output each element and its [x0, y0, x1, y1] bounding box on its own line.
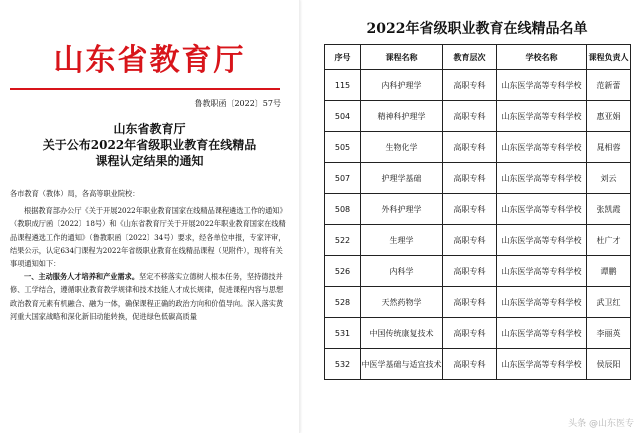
table-header-row — [325, 45, 631, 70]
cell-education-level: 高职专科 — [443, 101, 497, 132]
table-row — [325, 70, 631, 101]
paragraph-2-body: 坚定不移落实立德树人根本任务，坚持德技并修、工学结合，遵循职业教育教学规律和技术技能人才成长规律，促进课程内容与思想政治教育元素有机融合、融为一体，确保课程正确的政治方向和价值导向。深入落实黄河重大国家战略和深化新旧动能转换，促进绿色低碳高质量 — [10, 272, 284, 321]
cell-index: 505 — [325, 132, 361, 163]
cell-education-level: 高职专科 — [443, 70, 497, 101]
cell-school-name: 山东医学高等专科学校 — [497, 225, 587, 256]
table-row — [325, 101, 631, 132]
red-divider — [10, 88, 280, 90]
notice-title-line-3: 课程认定结果的通知 — [95, 154, 204, 168]
cell-index: 508 — [325, 194, 361, 225]
department-header: 山东省教育厅 — [53, 43, 246, 78]
cell-index: 531 — [325, 318, 361, 349]
notice-body — [10, 187, 289, 323]
cell-school-name: 山东医学高等专科学校 — [497, 101, 587, 132]
cell-education-level: 高职专科 — [443, 163, 497, 194]
document-number: 鲁教职函〔2022〕57号 — [194, 99, 281, 108]
cell-school-name: 山东医学高等专科学校 — [497, 163, 587, 194]
cell-education-level: 高职专科 — [443, 349, 497, 380]
cell-index: 526 — [325, 256, 361, 287]
course-table — [324, 44, 631, 380]
cell-index: 504 — [325, 101, 361, 132]
course-list-page — [314, 0, 640, 433]
cell-education-level: 高职专科 — [443, 225, 497, 256]
header-course-leader: 课程负责人 — [587, 45, 631, 70]
cell-course-name: 生理学 — [361, 225, 443, 256]
table-row — [325, 287, 631, 318]
cell-school-name: 山东医学高等专科学校 — [497, 349, 587, 380]
notice-document — [0, 0, 300, 433]
cell-course-leader: 范新蕾 — [587, 70, 631, 101]
table-row — [325, 349, 631, 380]
notice-title-line-1: 山东省教育厅 — [113, 122, 186, 136]
cell-index: 507 — [325, 163, 361, 194]
cell-course-name: 天然药物学 — [361, 287, 443, 318]
cell-course-name: 内科学 — [361, 256, 443, 287]
cell-course-name: 内科护理学 — [361, 70, 443, 101]
cell-education-level: 高职专科 — [443, 318, 497, 349]
header-index: 序号 — [325, 45, 361, 70]
table-row — [325, 225, 631, 256]
cell-course-leader: 惠亚娟 — [587, 101, 631, 132]
cell-course-leader: 杜广才 — [587, 225, 631, 256]
cell-index: 115 — [325, 70, 361, 101]
cell-index: 532 — [325, 349, 361, 380]
cell-school-name: 山东医学高等专科学校 — [497, 318, 587, 349]
cell-course-name: 护理学基础 — [361, 163, 443, 194]
cell-education-level: 高职专科 — [443, 287, 497, 318]
cell-school-name: 山东医学高等专科学校 — [497, 194, 587, 225]
header-school-name: 学校名称 — [497, 45, 587, 70]
cell-course-name: 中医学基础与适宜技术 — [361, 349, 443, 380]
cell-school-name: 山东医学高等专科学校 — [497, 287, 587, 318]
cell-course-leader: 张凯霞 — [587, 194, 631, 225]
header-education-level: 教育层次 — [443, 45, 497, 70]
cell-course-leader: 李丽英 — [587, 318, 631, 349]
paragraph-2 — [10, 270, 289, 323]
table-row — [325, 132, 631, 163]
list-title: 2022年省级职业教育在线精品名单 — [366, 21, 588, 37]
table-row — [325, 318, 631, 349]
header-course-name: 课程名称 — [361, 45, 443, 70]
paragraph-1: 根据教育部办公厅《关于开展2022年职业教育国家在线精品课程遴选工作的通知》（教职成厅函〔2022〕18号）和《山东省教育厅关于开展2022年职业教育国家在线精品课程遴选工作的通知》（鲁教职函〔2022〕34号）要求，经各单位申报，专家评审，结果公示，认定634门课程为2022年省级职业教育在线精品课程（见附件），现将有关事项通知如下： — [10, 206, 287, 269]
cell-course-leader: 刘云 — [587, 163, 631, 194]
watermark: 头条 @山东医专 — [568, 419, 634, 429]
cell-course-leader: 侯辰阳 — [587, 349, 631, 380]
cell-course-name: 精神科护理学 — [361, 101, 443, 132]
cell-school-name: 山东医学高等专科学校 — [497, 70, 587, 101]
cell-school-name: 山东医学高等专科学校 — [497, 256, 587, 287]
paragraph-2-heading: 一、主动服务人才培养和产业需求。 — [24, 272, 140, 282]
cell-index: 522 — [325, 225, 361, 256]
cell-course-name: 中国传统康复技术 — [361, 318, 443, 349]
cell-education-level: 高职专科 — [443, 132, 497, 163]
cell-education-level: 高职专科 — [443, 256, 497, 287]
cell-course-leader: 谭鹏 — [587, 256, 631, 287]
cell-course-leader: 武卫红 — [587, 287, 631, 318]
cell-course-leader: 晁相蓉 — [587, 132, 631, 163]
salutation: 各市教育（教体）局，各高等职业院校： — [10, 189, 140, 198]
notice-title-line-2: 关于公布2022年省级职业教育在线精品 — [42, 138, 257, 152]
table-row — [325, 256, 631, 287]
cell-school-name: 山东医学高等专科学校 — [497, 132, 587, 163]
cell-course-name: 外科护理学 — [361, 194, 443, 225]
cell-course-name: 生物化学 — [361, 132, 443, 163]
cell-index: 528 — [325, 287, 361, 318]
notice-title — [10, 121, 289, 169]
table-row — [325, 163, 631, 194]
table-row — [325, 194, 631, 225]
cell-education-level: 高职专科 — [443, 194, 497, 225]
